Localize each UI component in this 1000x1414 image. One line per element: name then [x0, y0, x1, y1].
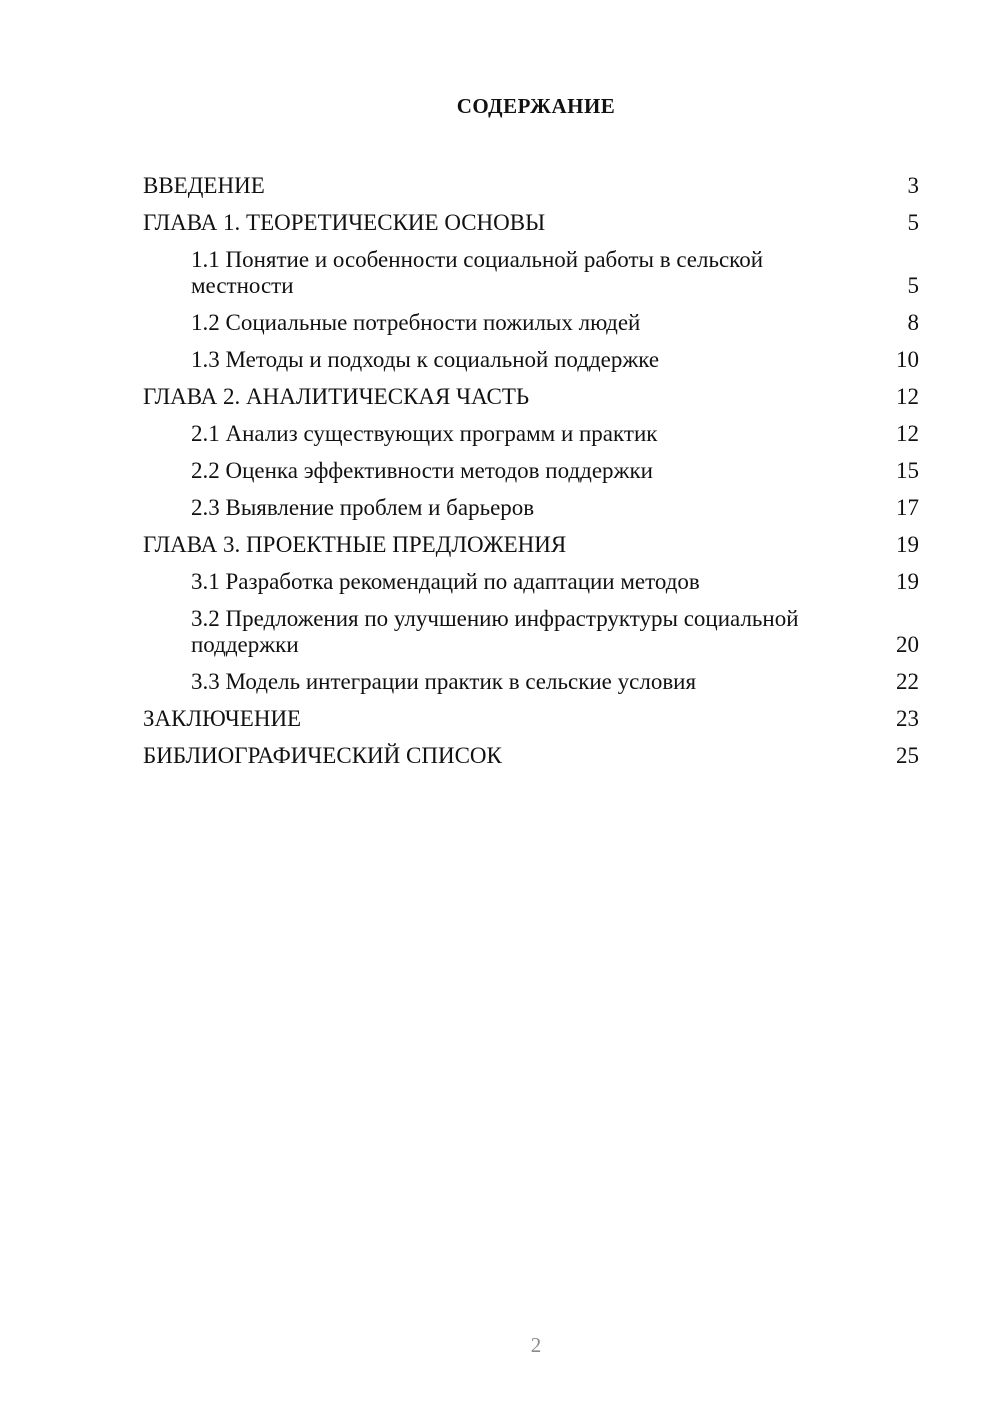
toc-entry-text: 3.1 Разработка рекомендаций по адаптации методов: [191, 569, 700, 594]
toc-entry-page: 8: [907, 310, 919, 335]
toc-entry-page: 12: [896, 421, 919, 446]
toc-entry-section-2-2: [143, 453, 919, 490]
toc-entry-text: 1.2 Социальные потребности пожилых людей: [191, 310, 641, 335]
toc-entry-text: 1.3 Методы и подходы к социальной поддержке: [191, 347, 660, 372]
toc-entry-chapter-1: [143, 205, 919, 242]
table-of-contents: [143, 168, 919, 775]
toc-entry-page: 23: [896, 706, 919, 731]
toc-entry-page: 19: [896, 532, 919, 557]
toc-entry-page: 20: [896, 632, 919, 657]
toc-entry-introduction: [143, 168, 919, 205]
toc-entry-section-2-1: [143, 416, 919, 453]
toc-entry-chapter-2: [143, 379, 919, 416]
toc-entry-text: 3.3 Модель интеграции практик в сельские условия: [191, 669, 697, 694]
toc-entry-text: 1.1 Понятие и особенности социальной работы в сельской местности: [191, 247, 764, 298]
toc-entry-page: 3: [907, 173, 919, 198]
toc-entry-section-2-3: [143, 490, 919, 527]
toc-entry-text: ВВЕДЕНИЕ: [143, 173, 265, 198]
toc-entry-page: 5: [907, 210, 919, 235]
toc-entry-section-1-2: [143, 305, 919, 342]
toc-entry-page: 19: [896, 569, 919, 594]
toc-entry-page: 17: [896, 495, 919, 520]
toc-entry-text: 2.2 Оценка эффективности методов поддержки: [191, 458, 653, 483]
toc-entry-bibliography: [143, 738, 919, 775]
toc-entry-text: ГЛАВА 1. ТЕОРЕТИЧЕСКИЕ ОСНОВЫ: [143, 210, 546, 235]
toc-entry-text: ГЛАВА 3. ПРОЕКТНЫЕ ПРЕДЛОЖЕНИЯ: [143, 532, 567, 557]
toc-entry-page: 15: [896, 458, 919, 483]
toc-entry-text: ГЛАВА 2. АНАЛИТИЧЕСКАЯ ЧАСТЬ: [143, 384, 530, 409]
toc-entry-text: ЗАКЛЮЧЕНИЕ: [143, 706, 302, 731]
toc-entry-text: БИБЛИОГРАФИЧЕСКИЙ СПИСОК: [143, 743, 502, 768]
toc-entry-section-1-1: [143, 242, 919, 305]
toc-entry-section-1-3: [143, 342, 919, 379]
toc-entry-text: 3.2 Предложения по улучшению инфраструктуры социальной поддержки: [191, 606, 799, 657]
page-number: 2: [530, 1333, 542, 1357]
toc-entry-section-3-2: [143, 601, 919, 664]
toc-entry-section-3-1: [143, 564, 919, 601]
toc-entry-page: 10: [896, 347, 919, 372]
toc-entry-page: 22: [896, 669, 919, 694]
toc-entry-section-3-3: [143, 664, 919, 701]
toc-entry-page: 12: [896, 384, 919, 409]
toc-entry-conclusion: [143, 701, 919, 738]
toc-entry-page: 5: [907, 273, 919, 298]
toc-entry-text: 2.3 Выявление проблем и барьеров: [191, 495, 535, 520]
toc-entry-page: 25: [896, 743, 919, 768]
toc-title: СОДЕРЖАНИЕ: [456, 94, 616, 118]
toc-entry-chapter-3: [143, 527, 919, 564]
toc-entry-text: 2.1 Анализ существующих программ и практик: [191, 421, 658, 446]
